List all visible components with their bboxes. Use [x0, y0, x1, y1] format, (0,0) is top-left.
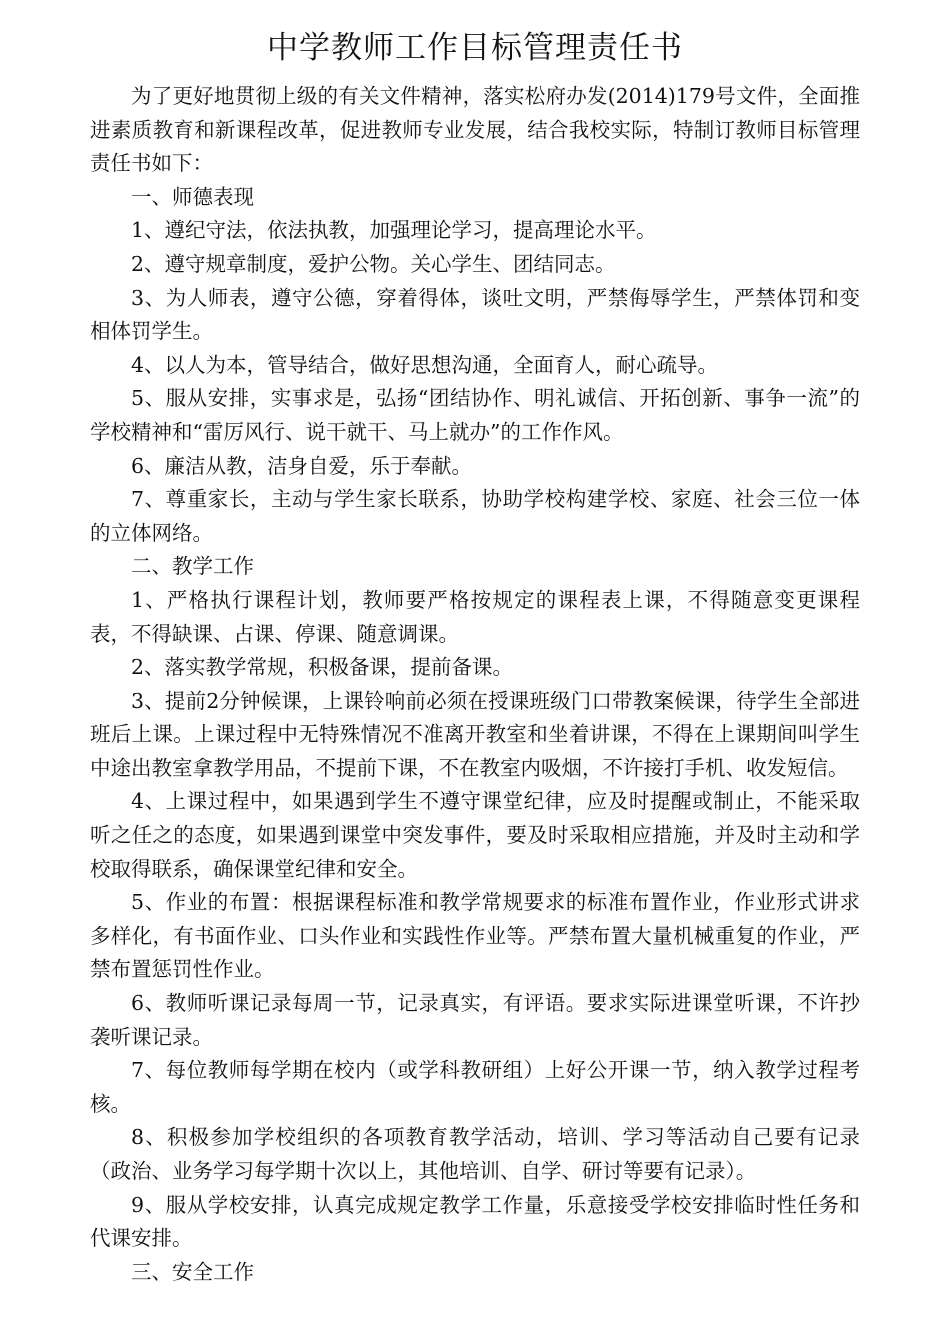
teaching-item-2: 2、落实教学常规，积极备课，提前备课。	[131, 655, 514, 680]
teaching-item-6: 6、教师听课记录每周一节，记录真实，有评语。要求实际进课堂听课，不许抄袭听课记录。	[90, 991, 860, 1049]
teaching-item-3: 3、提前2分钟候课，上课铃响前必须在授课班级门口带教案候课，待学生全部进班后上课。上课过程中无特殊情况不准离开教室和坐着讲课，不得在上课期间叫学生中途出教室拿教学用品，不提前下课，不在教室内吸烟，不许接打手机、收发短信。	[90, 688, 860, 780]
intro-paragraph: 为了更好地贯彻上级的有关文件精神，落实松府办发(2014)179号文件，全面推进素质教育和新课程改革，促进教师专业发展，结合我校实际，特制订教师目标管理责任书如下：	[90, 84, 860, 176]
ethics-item-4: 4、以人为本，管导结合，做好思想沟通，全面育人，耐心疏导。	[131, 352, 719, 377]
teaching-item-9: 9、服从学校安排，认真完成规定教学工作量，乐意接受学校安排临时性任务和代课安排。	[90, 1192, 860, 1251]
section-heading-ethics: 一、师德表现	[131, 184, 254, 209]
document-title: 中学教师工作目标管理责任书	[267, 30, 683, 66]
section-heading-teaching: 二、教学工作	[131, 554, 254, 579]
ethics-item-3: 3、为人师表，遵守公德，穿着得体，谈吐文明，严禁侮辱学生，严禁体罚和变相体罚学生。	[90, 285, 860, 344]
teaching-item-5: 5、作业的布置：根据课程标准和教学常规要求的标准布置作业，作业形式讲求多样化，有书面作业、口头作业和实践性作业等。严禁布置大量机械重复的作业，严禁布置惩罚性作业。	[90, 890, 860, 982]
teaching-item-8: 8、积极参加学校组织的各项教育教学活动，培训、学习等活动自己要有记录（政治、业务学习每学期十次以上，其他培训、自学、研讨等要有记录）。	[90, 1125, 860, 1183]
ethics-item-6: 6、廉洁从教，洁身自爱，乐于奉献。	[131, 453, 473, 478]
ethics-item-7: 7、尊重家长，主动与学生家长联系，协助学校构建学校、家庭、社会三位一体的立体网络。	[90, 487, 860, 545]
document-body	[90, 80, 860, 1289]
teaching-item-7: 7、每位教师每学期在校内（或学科教研组）上好公开课一节，纳入教学过程考核。	[90, 1058, 860, 1116]
teaching-item-1: 1、严格执行课程计划，教师要严格按规定的课程表上课，不得随意变更课程表，不得缺课、占课、停课、随意调课。	[90, 587, 860, 646]
ethics-item-5: 5、服从安排，实事求是，弘扬“团结协作、明礼诚信、开拓创新、事争一流”的学校精神和“雷厉风行、说干就干、马上就办”的工作作风。	[90, 386, 860, 444]
ethics-item-2: 2、遵守规章制度，爱护公物。关心学生、团结同志。	[131, 251, 616, 276]
teaching-item-4: 4、上课过程中，如果遇到学生不遵守课堂纪律，应及时提醒或制止，不能采取听之任之的态度，如果遇到课堂中突发事件，要及时采取相应措施，并及时主动和学校取得联系，确保课堂纪律和安全。	[90, 789, 860, 881]
section-heading-safety: 三、安全工作	[131, 1259, 254, 1284]
ethics-item-1: 1、遵纪守法，依法执教，加强理论学习，提高理论水平。	[131, 218, 657, 243]
